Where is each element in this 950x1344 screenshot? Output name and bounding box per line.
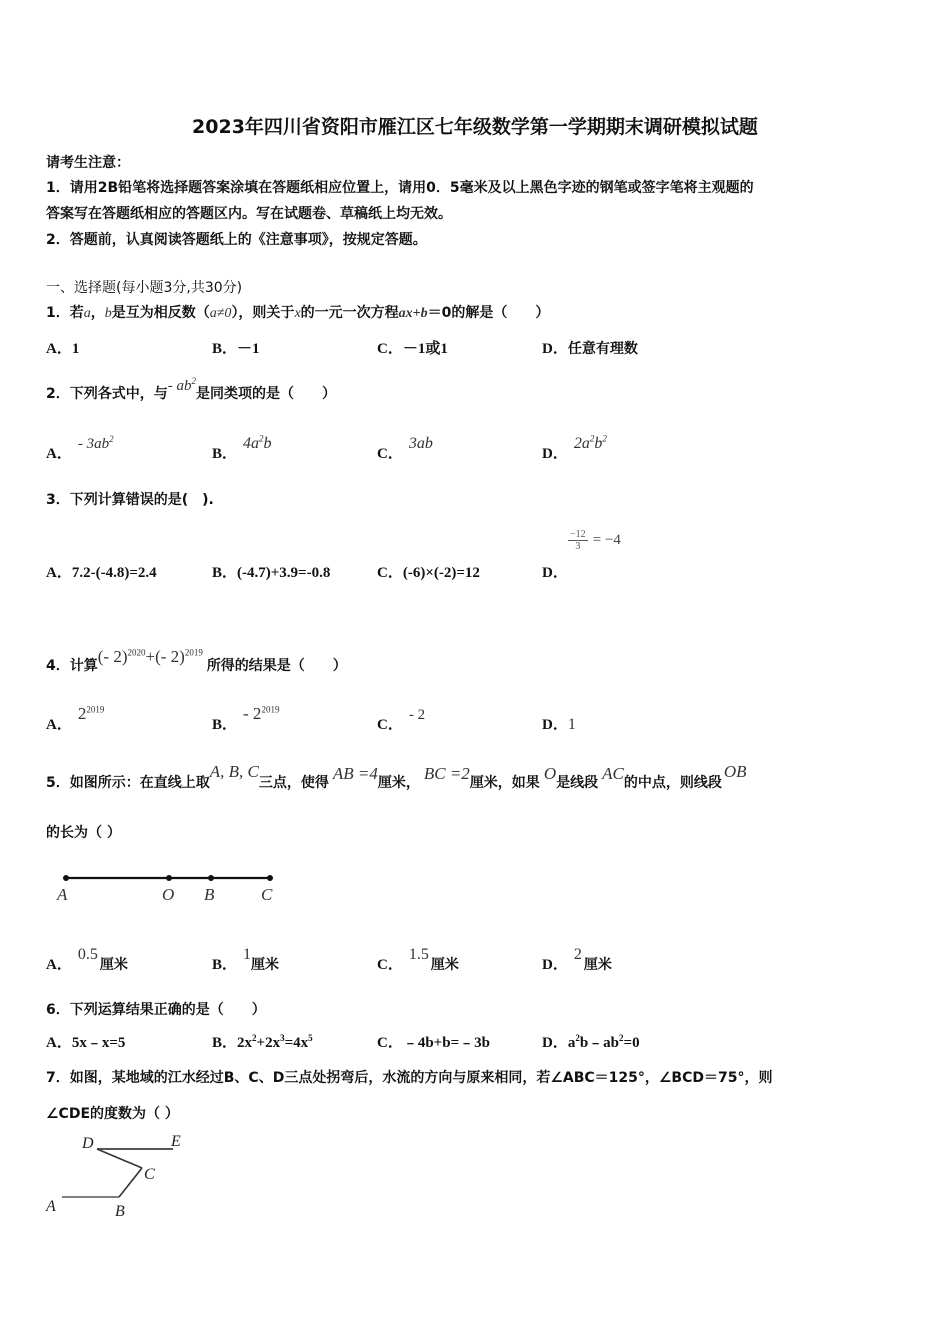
math-base: - 2 [243,704,262,723]
math-base: =4x [284,1035,309,1051]
option-label: C． [377,1035,403,1051]
option-value: (-6)×(-2)=12 [402,565,480,581]
question-2-stem [46,376,336,403]
option-label: C． [377,446,403,462]
option-label: D． [542,341,568,357]
math-ac: AC [602,764,624,783]
option-value: －1 [237,341,260,357]
option-number: 1.5 [408,946,429,963]
question-5-stem [46,762,747,792]
option-value [78,436,114,452]
math-bc: BC =2 [423,764,470,783]
option-a[interactable] [46,434,114,463]
point-label-b: B [204,885,215,904]
math-exponent: 2 [259,433,264,444]
stem-text: 下列各式中，与 [69,386,168,402]
option-label: D． [542,565,568,581]
river-bend-figure [40,1128,220,1223]
option-d[interactable] [542,561,568,582]
stem-text: 如图，某地域的江水经过B、C、D三点处拐弯后，水流的方向与原来相同，若∠ABC＝125°，∠BCD＝75°，则 [69,1070,773,1086]
option-value: 5x﹣x=5 [71,1035,126,1051]
option-value [574,435,607,452]
option-unit: 厘米 [99,957,128,973]
math-ab: AB =4 [332,764,378,783]
option-value: 1 [71,341,80,357]
option-d[interactable] [542,433,607,463]
stem-text: ＝0的解是（ ） [427,305,550,321]
option-b[interactable] [212,704,280,734]
stem-text: 的中点，则线段 [623,775,722,791]
math-exponent: 2019 [184,647,203,658]
question-7-stem-end: ∠CDE的度数为（ ） [46,1106,179,1122]
option-c[interactable] [377,946,459,974]
option-a[interactable] [46,704,105,734]
stem-text: 的一元一次方程 [300,305,399,321]
math-exponent: 2 [602,433,607,444]
math-exponent: 2 [619,1033,624,1043]
point-label-c: C [144,1166,155,1183]
option-label: D． [542,717,568,733]
option-value [243,435,272,452]
point-label-c: C [261,885,273,904]
math-base: =0 [623,1035,640,1051]
option-label: D． [542,957,568,973]
math-exponent: 3 [280,1033,285,1043]
math-base: a [567,1035,576,1051]
option-c[interactable] [377,337,448,358]
option-d[interactable] [542,946,612,974]
math-ob: OB [723,762,747,781]
math-base: - 3ab [77,436,110,452]
option-label: A． [46,717,72,733]
fraction-denominator: 3 [575,541,581,552]
math-base: +(- 2) [145,647,185,666]
option-a[interactable] [46,337,79,358]
stem-text: ），则关于 [231,305,295,321]
math-base: 4a [243,435,260,452]
option-label: B． [212,957,238,973]
option-value [237,1035,313,1051]
stem-text: ， [90,305,105,321]
fraction-result: = −4 [592,532,621,548]
option-value [78,704,105,723]
notice-line-3: 2．答题前，认真阅读答题纸上的《注意事项》，按规定答题。 [46,232,427,248]
math-exponent: 2019 [261,704,280,715]
option-a[interactable] [46,561,157,582]
question-number: 6． [46,1002,70,1018]
option-label: D． [542,1035,568,1051]
math-exponent: 2 [589,433,595,444]
option-label: B． [212,446,238,462]
option-d[interactable] [542,337,638,358]
option-value: 3ab [408,435,433,452]
section-heading: 一、选择题(每小题3分,共30分) [46,280,243,296]
math-exponent: 2 [575,1033,580,1043]
option-label: B． [212,565,238,581]
math-base: b﹣ab [579,1035,620,1051]
option-number: 2 [573,946,582,963]
question-number: 1． [46,305,70,321]
point-label-a: A [57,885,68,904]
option-b[interactable] [212,337,260,358]
option-label: C． [377,341,403,357]
option-value: 7.2-(-4.8)=2.4 [71,565,157,581]
point-label-d: D [82,1135,94,1152]
question-6-stem [46,999,266,1019]
option-c[interactable] [377,435,433,463]
question-number: 5． [46,775,70,791]
stem-text: 是线段 [556,775,599,791]
math-term [168,378,196,394]
question-number: 7． [46,1070,70,1086]
option-label: D． [542,446,568,462]
fraction [568,529,588,552]
stem-text: 若 [69,305,84,321]
option-label: B． [212,1035,238,1051]
math-a: a [83,306,91,321]
stem-text: 下列运算结果正确的是（ ） [69,1002,266,1018]
question-1-stem [46,302,549,322]
option-value: 任意有理数 [567,341,638,357]
math-base: 2 [77,704,87,723]
option-label: C． [377,957,403,973]
option-d[interactable] [542,1031,640,1052]
question-number: 2． [46,386,70,402]
option-unit: 厘米 [430,957,459,973]
option-value [243,704,279,723]
stem-text: 厘米，如果 [469,775,540,791]
option-label: A． [46,1035,72,1051]
question-4-stem [46,647,347,675]
stem-text: 三点，使得 [258,775,329,791]
option-value [568,1035,640,1051]
stem-text: 下列计算错误的是( ). [69,492,214,508]
option-label: A． [46,341,72,357]
question-number: 3． [46,492,70,508]
option-b[interactable] [212,561,330,582]
option-a[interactable] [46,1031,125,1052]
line-segment-figure [50,868,290,908]
option-label: C． [377,717,403,733]
option-label: A． [46,957,72,973]
option-d-fraction-expression [568,529,621,552]
math-base: b [594,435,603,452]
option-c[interactable] [377,707,426,734]
math-condition: a≠0 [209,306,232,321]
point-label-o: O [162,885,175,904]
math-base: - ab [167,378,192,394]
point-label-a: A [46,1198,56,1215]
option-c[interactable] [377,561,480,582]
option-value: ﹣4b+b=﹣3b [402,1035,490,1051]
math-base: 2x [237,1035,253,1051]
option-label: A． [46,565,72,581]
option-value: - 2 [408,707,426,723]
math-base: 2a [573,435,590,452]
stem-text: 是互为相反数（ [111,305,210,321]
math-equation: ax+b [398,306,428,321]
question-5-stem-end: 的长为（ ） [46,825,121,841]
math-b: b [104,306,112,321]
point-label-b: B [115,1203,125,1220]
math-exponent: 2019 [86,704,105,715]
option-value: (-4.7)+3.9=-0.8 [237,565,331,581]
question-number: 4． [46,658,70,674]
math-base: (- 2) [97,647,128,666]
notice-line-1: 1．请用2B铅笔将选择题答案涂填在答题纸相应位置上，请用0．5毫米及以上黑色字迹的钢笔或签字笔将主观题的 [46,180,754,196]
math-exponent: 2020 [127,647,146,658]
question-7-stem [46,1067,772,1087]
exam-title: 2023年四川省资阳市雁江区七年级数学第一学期期末调研模拟试题 [192,116,758,138]
stem-text: 计算 [69,658,98,674]
point-label-e: E [171,1133,181,1150]
stem-text: 所得的结果是（ ） [206,658,347,674]
math-exponent: 2 [191,376,196,386]
option-label: A． [46,446,72,462]
option-value: －1或1 [402,341,448,357]
math-exponent: 2 [252,1033,257,1043]
option-label: B． [212,717,238,733]
question-3-stem [46,489,214,509]
math-base: b [263,435,272,452]
math-exponent: 2 [109,434,114,444]
notice-heading: 请考生注意： [46,155,130,171]
stem-text: 如图所示：在直线上取 [69,775,210,791]
math-base: +2x [256,1035,281,1051]
power-expression [98,647,203,666]
option-label: C． [377,565,403,581]
math-o: O [543,764,557,783]
fraction-numerator: −12 [570,529,586,540]
option-b[interactable] [212,433,272,463]
math-points: A, B, C [209,762,259,781]
option-unit: 厘米 [251,957,280,973]
option-number: 0.5 [77,946,98,963]
math-x: x [294,306,301,321]
option-value: 1 [567,716,576,733]
option-label: B． [212,341,238,357]
stem-text: 厘米， [377,775,420,791]
option-c[interactable] [377,1031,490,1052]
option-d[interactable] [542,713,576,734]
option-a[interactable] [46,946,128,974]
option-number: 1 [243,946,252,963]
option-unit: 厘米 [583,957,612,973]
notice-line-2: 答案写在答题纸相应的答题区内。写在试题卷、草稿纸上均无效。 [46,206,452,222]
math-exponent: 5 [308,1033,313,1043]
option-b[interactable] [212,946,280,974]
stem-text: 是同类项的是（ ） [196,386,336,402]
option-b[interactable] [212,1031,313,1052]
